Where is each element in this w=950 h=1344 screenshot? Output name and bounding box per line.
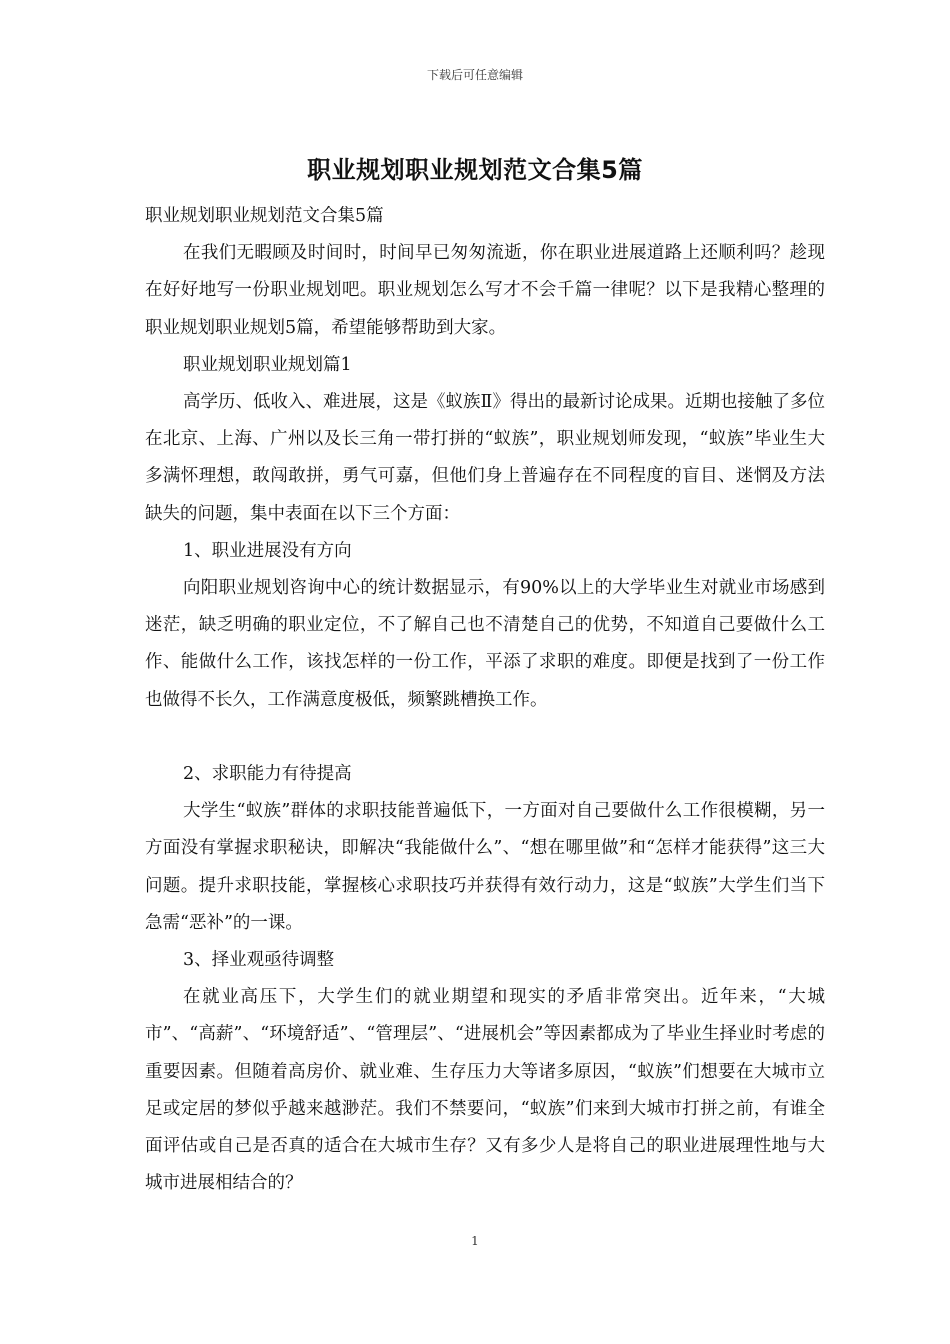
section-heading: 职业规划职业规划篇1 bbox=[183, 354, 352, 375]
paragraph-3: 大学生“蚁族”群体的求职技能普遍低下，一方面对自己要做什么工作很模糊，另一方面没有掌握求职秘诀，即解决“我能做什么”、“想在哪里做”和“怎样才能获得”这三大问题。提升求职技能，掌握核心求职技巧并获得有效行动力，这是“蚁族”大学生们当下急需“恶补”的一课。 bbox=[145, 801, 825, 933]
page-number: 1 bbox=[471, 1234, 479, 1248]
paragraph-2: 向阳职业规划咨询中心的统计数据显示，有90%以上的大学毕业生对就业市场感到迷茫，缺乏明确的职业定位，不了解自己也不清楚自己的优势，不知道自己要做什么工作、能做什么工作，该找怎样的一份工作，平添了求职的难度。即便是找到了一份工作也做得不长久，工作满意度极低，频繁跳槽换工作。 bbox=[145, 578, 825, 710]
subtitle-line: 职业规划职业规划范文合集5篇 bbox=[145, 206, 384, 226]
document-title: 职业规划职业规划范文合集5篇 bbox=[307, 156, 643, 184]
point-heading-2: 2、求职能力有待提高 bbox=[183, 764, 352, 785]
blank-line bbox=[145, 719, 825, 756]
page-header-note: 下载后可任意编辑 bbox=[426, 68, 523, 82]
paragraph-4: 在就业高压下，大学生们的就业期望和现实的矛盾非常突出。近年来，“大城市”、“高薪”、“环境舒适”、“管理层”、“进展机会”等因素都成为了毕业生择业时考虑的重要因素。但随着高房价、就业难、生存压力大等诸多原因，“蚁族”们想要在大城市立足或定居的梦似乎越来越渺茫。我们不禁要问，“蚁族”们来到大城市打拼之前，有谁全面评估或自己是否真的适合在大城市生存？又有多少人是将自己的职业进展理性地与大城市进展相结合的？ bbox=[145, 987, 825, 1194]
paragraph-1: 高学历、低收入、难进展，这是《蚁族Ⅱ》得出的最新讨论成果。近期也接触了多位在北京、上海、广州以及长三角一带打拼的“蚁族”，职业规划师发现，“蚁族”毕业生大多满怀理想，敢闯敢拼，勇气可嘉，但他们身上普遍存在不同程度的盲目、迷惘及方法缺失的问题，集中表面在以下三个方面： bbox=[145, 392, 825, 524]
intro-paragraph: 在我们无暇顾及时间时，时间早已匆匆流逝，你在职业进展道路上还顺利吗？趁现在好好地写一份职业规划吧。职业规划怎么写才不会千篇一律呢？以下是我精心整理的职业规划职业规划5篇，希望能够帮助到大家。 bbox=[145, 243, 825, 338]
document-body bbox=[145, 198, 825, 1202]
point-heading-1: 1、职业进展没有方向 bbox=[183, 540, 352, 561]
point-heading-3: 3、择业观亟待调整 bbox=[183, 950, 335, 971]
